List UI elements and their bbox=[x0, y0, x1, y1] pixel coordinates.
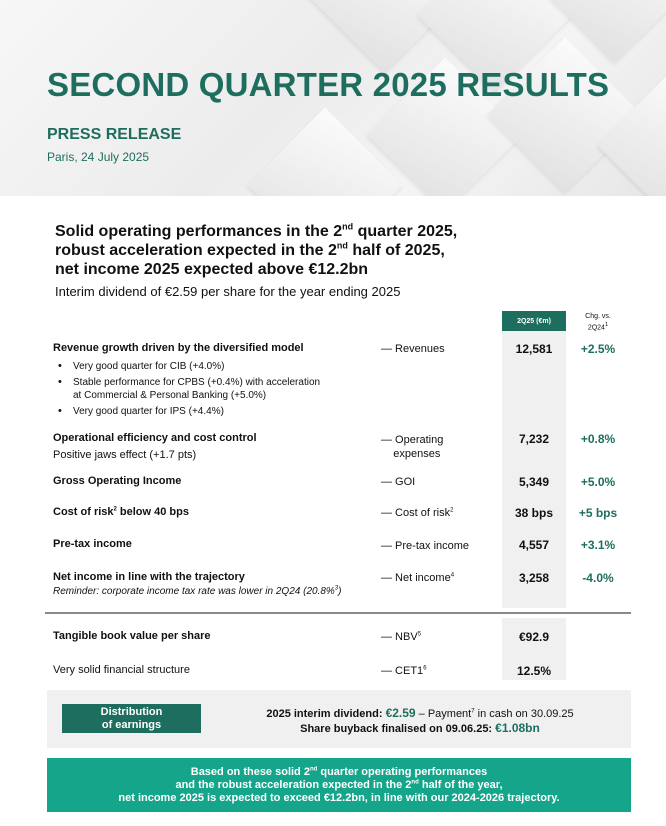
change-header-line1: Chg. vs. bbox=[585, 313, 611, 320]
banner-text: half of the year, bbox=[418, 778, 503, 791]
value-pretax: 4,557 bbox=[518, 538, 550, 552]
row-title-cost-of-risk bbox=[53, 506, 189, 518]
metric-cost-of-risk bbox=[381, 506, 453, 520]
decorative-tile bbox=[247, 107, 403, 196]
title-text: Cost of risk bbox=[53, 506, 114, 518]
row-title-net-income: Net income in line with the trajectory bbox=[53, 571, 245, 583]
metric-line: — Operating bbox=[381, 434, 444, 446]
metric-text: — CET1 bbox=[381, 665, 424, 677]
title-text: below 40 bps bbox=[116, 506, 189, 518]
dividend-text: in cash on 30.09.25 bbox=[474, 708, 574, 720]
row-title-nbv: Tangible book value per share bbox=[53, 630, 211, 642]
press-release-label: PRESS RELEASE bbox=[47, 126, 182, 143]
value-nbv: €92.9 bbox=[518, 630, 550, 644]
dividend-value: €2.59 bbox=[385, 706, 416, 720]
banner-text: net income 2025 is expected to exceed €12.2bn, in line with our 2024-2026 trajectory. bbox=[118, 791, 560, 804]
headline-line1-end: quarter 2025, bbox=[353, 223, 458, 240]
subtitle-text: ) bbox=[338, 586, 342, 597]
metric-nbv bbox=[381, 630, 421, 644]
dividend-line bbox=[210, 706, 630, 720]
buyback-label: Share buyback finalised on 09.06.25: bbox=[300, 723, 493, 735]
superscript: nd bbox=[309, 765, 318, 772]
metric-net-income bbox=[381, 571, 454, 585]
headline-line1: Solid operating performances in the 2 bbox=[55, 223, 343, 240]
superscript: 3 bbox=[334, 585, 339, 592]
metric-opex bbox=[381, 433, 443, 461]
metric-pretax: — Pre-tax income bbox=[381, 540, 470, 552]
metric-line: expenses bbox=[393, 448, 441, 460]
row-title-cet1: Very solid financial structure bbox=[53, 664, 190, 676]
bullet-item: • Very good quarter for CIB (+4.0%) bbox=[73, 360, 224, 373]
bullet-text: at Commercial & Personal Banking (+5.0%) bbox=[73, 390, 267, 401]
change-cost-of-risk: +5 bps bbox=[578, 506, 618, 520]
row-title-goi: Gross Operating Income bbox=[53, 475, 182, 487]
value-net-income: 3,258 bbox=[518, 571, 550, 585]
superscript: nd bbox=[342, 221, 354, 232]
buyback-line bbox=[210, 721, 630, 735]
value-column-header: 2Q25 (€m) bbox=[502, 311, 566, 331]
banner-text: Based on these solid 2 bbox=[190, 765, 310, 778]
superscript: nd bbox=[336, 240, 348, 251]
release-date: Paris, 24 July 2025 bbox=[47, 150, 150, 164]
row-title-revenue: Revenue growth driven by the diversified model bbox=[53, 342, 304, 354]
bullet-item: • Very good quarter for IPS (+4.4%) bbox=[73, 405, 224, 418]
row-title-opex: Operational efficiency and cost control bbox=[53, 432, 257, 444]
superscript: 4 bbox=[450, 572, 455, 579]
change-column-header bbox=[572, 312, 624, 332]
banner-text: quarter operating performances bbox=[317, 765, 488, 778]
superscript: nd bbox=[411, 778, 419, 785]
page-title: SECOND QUARTER 2025 RESULTS bbox=[47, 66, 610, 103]
metric-goi: — GOI bbox=[381, 476, 416, 488]
headline-line2: robust acceleration expected in the 2 bbox=[55, 242, 337, 259]
distribution-label-line: Distribution bbox=[100, 705, 163, 718]
subtitle-text: Reminder: corporate income tax rate was lower in 2Q24 (20.8% bbox=[53, 586, 335, 597]
buyback-value: €1.08bn bbox=[495, 721, 540, 735]
metric-text: — Cost of risk bbox=[381, 507, 451, 519]
superscript: 2 bbox=[113, 506, 117, 513]
value-opex: 7,232 bbox=[518, 432, 550, 446]
change-revenues: +2.5% bbox=[580, 342, 616, 356]
superscript: 2 bbox=[450, 507, 454, 514]
change-pretax: +3.1% bbox=[580, 538, 616, 552]
outlook-banner bbox=[47, 758, 631, 812]
row-subtitle-net-income bbox=[53, 586, 341, 597]
value-cost-of-risk: 38 bps bbox=[514, 506, 553, 520]
change-header-line2: 2Q24 bbox=[587, 324, 605, 332]
row-subtitle-opex: Positive jaws effect (+1.7 pts) bbox=[53, 449, 197, 461]
dividend-text: – Payment bbox=[415, 708, 472, 720]
metric-text: — Net income bbox=[381, 572, 451, 584]
change-net-income: -4.0% bbox=[582, 571, 614, 585]
change-goi: +5.0% bbox=[580, 475, 616, 489]
bullet-text: Stable performance for CPBS (+0.4%) with acceleration bbox=[73, 377, 321, 388]
intro-text: Interim dividend of €2.59 per share for the year ending 2025 bbox=[55, 284, 401, 299]
row-title-pretax: Pre-tax income bbox=[53, 538, 132, 550]
superscript: 1 bbox=[604, 322, 609, 328]
distribution-label bbox=[62, 704, 201, 733]
headline-line2-end: half of 2025, bbox=[347, 242, 445, 259]
metric-text: — NBV bbox=[381, 631, 418, 643]
banner-text: and the robust acceleration expected in the 2 bbox=[175, 778, 412, 791]
superscript: 5 bbox=[417, 631, 422, 638]
section-divider bbox=[45, 612, 631, 614]
headline-line3: net income 2025 expected above €12.2bn bbox=[55, 261, 369, 278]
value-cet1: 12.5% bbox=[516, 664, 552, 678]
metric-revenues: — Revenues bbox=[381, 343, 445, 355]
headline bbox=[55, 222, 457, 279]
bullet-item bbox=[73, 376, 320, 402]
dividend-label: 2025 interim dividend: bbox=[266, 708, 383, 720]
hero-header bbox=[0, 0, 666, 196]
metric-cet1 bbox=[381, 664, 427, 678]
change-opex: +0.8% bbox=[580, 432, 616, 446]
distribution-label-line: of earnings bbox=[101, 718, 162, 731]
value-revenues: 12,581 bbox=[515, 342, 553, 356]
superscript: 7 bbox=[471, 708, 475, 715]
superscript: 6 bbox=[423, 665, 427, 672]
value-goi: 5,349 bbox=[518, 475, 550, 489]
